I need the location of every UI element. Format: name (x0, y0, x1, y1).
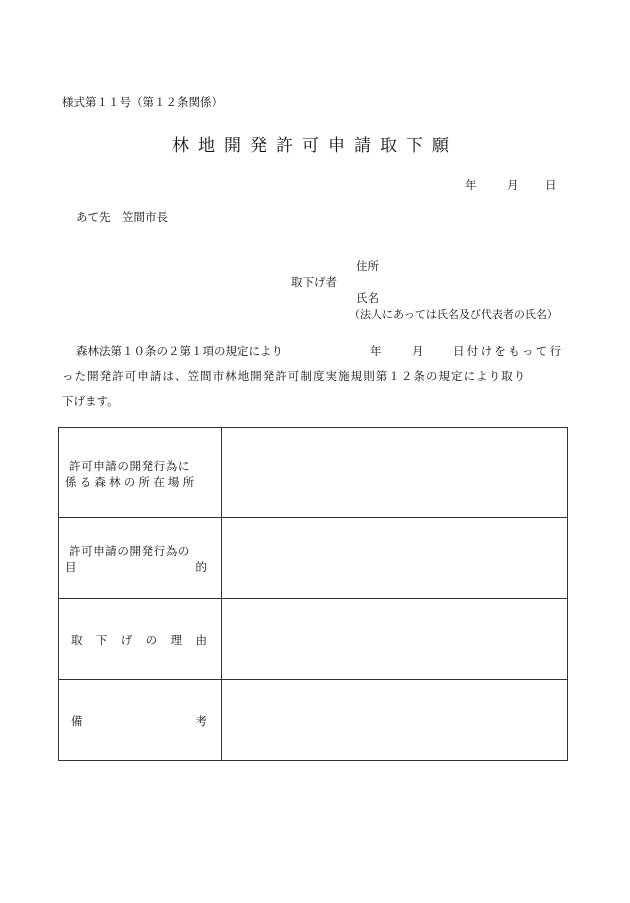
location-label-line2: 係る森林の所在場所 (65, 475, 198, 489)
reason-char: げ (120, 633, 133, 647)
table-row (59, 428, 568, 518)
withdrawer-label: 取下げ者 (291, 275, 337, 289)
purpose-label-char-b: 的 (195, 560, 207, 574)
reason-char: 下 (95, 633, 108, 647)
purpose-label-cell (59, 518, 222, 599)
body-line-1-tail: 日付けをもって行 (453, 344, 564, 358)
remarks-char-a: 備 (71, 714, 83, 728)
remarks-value-cell[interactable] (222, 680, 568, 761)
remarks-label (71, 713, 207, 729)
remarks-label-cell (59, 680, 222, 761)
location-value-cell[interactable] (222, 428, 568, 518)
address-label: 住所 (356, 259, 379, 273)
body-line-3: 下げます。 (62, 394, 119, 408)
reason-value-cell[interactable] (222, 599, 568, 680)
body-line-1-text: 森林法第１０条の２第１項の規定により (76, 344, 283, 358)
addressee: あて先 笠間市長 (76, 210, 168, 224)
table-row (59, 599, 568, 680)
remarks-char-b: 考 (195, 714, 207, 728)
body-line-1-year: 年 (370, 344, 382, 358)
purpose-label-line2 (65, 559, 207, 575)
date-day-label: 日 (545, 178, 557, 192)
reason-char: 取 (71, 633, 83, 647)
reason-char: 由 (195, 633, 207, 647)
purpose-label-char-a: 目 (65, 560, 77, 574)
document-title: 林地開発許可申請取下願 (172, 136, 458, 156)
reason-label-cell (59, 599, 222, 680)
date-year-label: 年 (465, 178, 477, 192)
location-label-line1: 許可申請の開発行為に (69, 459, 190, 473)
body-line-2: った開発許可申請は、笠間市林地開発許可制度実施規則第１２条の規定により取り (62, 369, 527, 383)
location-label-cell (59, 428, 222, 518)
body-line-1-month: 月 (412, 344, 424, 358)
table-row (59, 518, 568, 599)
date-month-label: 月 (507, 178, 519, 192)
corporate-name-note: （法人にあっては氏名及び代表者の氏名） (349, 308, 558, 321)
table-row (59, 680, 568, 761)
purpose-value-cell[interactable] (222, 518, 568, 599)
name-label: 氏名 (356, 291, 379, 305)
withdrawal-details-table (58, 427, 568, 761)
purpose-label-line1: 許可申請の開発行為の (69, 544, 190, 558)
reason-char: 理 (170, 633, 183, 647)
form-number: 様式第１１号（第１２条関係） (62, 95, 223, 109)
reason-label (71, 632, 207, 648)
reason-char: の (145, 633, 158, 647)
